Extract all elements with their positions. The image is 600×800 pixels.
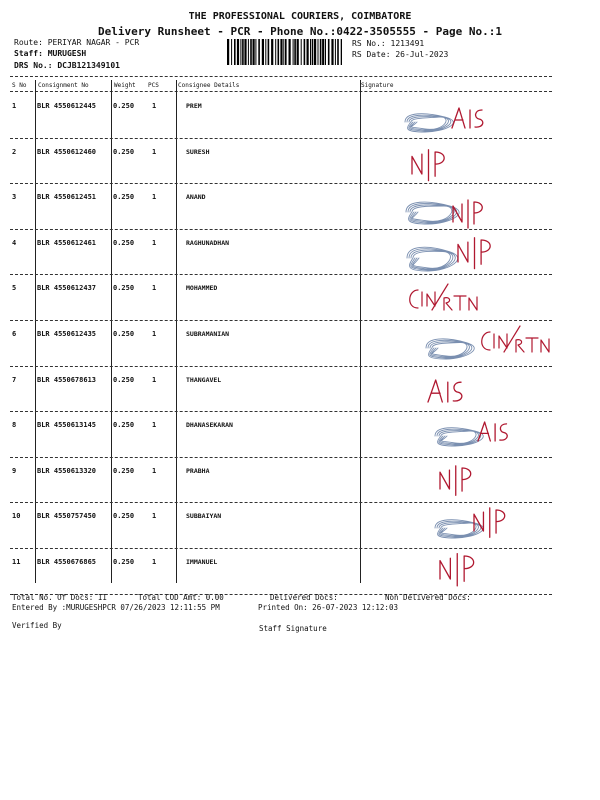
barcode-bar xyxy=(227,39,229,65)
barcode-bar xyxy=(335,39,336,65)
barcode-bar xyxy=(280,39,282,65)
total-cod: Total COD Amt: 0.00 xyxy=(138,593,224,602)
printed-on: Printed On: 26-07-2023 12:12:03 xyxy=(258,603,398,612)
row-weight: 0.250 xyxy=(113,421,135,430)
barcode-bar xyxy=(244,39,246,65)
row-sno: 6 xyxy=(12,330,17,338)
row-weight: 0.250 xyxy=(113,102,135,110)
row-consignment-no: BLR 4550613145 xyxy=(37,421,97,430)
row-weight: 0.250 xyxy=(113,238,135,247)
header-divider-top xyxy=(10,76,552,77)
table-row xyxy=(0,274,600,320)
table-row xyxy=(0,457,600,503)
total-docs: Total No. Of Docs: 11 xyxy=(12,593,107,602)
row-weight: 0.250 xyxy=(113,284,135,293)
barcode-bar xyxy=(331,39,333,65)
company-name: THE PROFESSIONAL COURIERS, COIMBATORE xyxy=(188,11,412,22)
barcode-bar xyxy=(258,39,260,65)
row-pcs: 1 xyxy=(152,421,157,430)
row-weight: 0.250 xyxy=(113,512,135,521)
table-row xyxy=(0,502,600,548)
row-pcs: 1 xyxy=(152,102,157,110)
row-consignee: DHANASEKARAN xyxy=(186,421,233,430)
route-label: Route: PERIYAR NAGAR - PCR xyxy=(14,38,140,47)
row-pcs: 1 xyxy=(152,512,157,521)
table-row xyxy=(0,411,600,457)
barcode-bar xyxy=(293,39,294,65)
row-consignee: IMMANUEL xyxy=(186,558,218,566)
rs-date: RS Date: 26-Jul-2023 xyxy=(352,50,449,59)
row-consignment-no: BLR 4550612460 xyxy=(37,147,97,156)
non-delivered-docs: Non Delivered Docs: xyxy=(385,593,471,602)
row-consignment-no: BLR 4550612451 xyxy=(37,193,97,202)
row-consignee: PRABHA xyxy=(186,466,210,475)
row-pcs: 1 xyxy=(152,330,157,338)
row-weight: 0.250 xyxy=(113,558,135,566)
row-pcs: 1 xyxy=(152,558,157,566)
row-pcs: 1 xyxy=(152,238,157,247)
row-consignment-no: BLR 4550676865 xyxy=(37,558,97,566)
rs-number: RS No.: 1213491 xyxy=(352,39,425,48)
row-pcs: 1 xyxy=(152,147,157,156)
row-sno: 7 xyxy=(12,375,17,384)
row-consignment-no: BLR 4550612445 xyxy=(37,102,97,110)
staff-label: Staff: MURUGESH xyxy=(14,49,87,58)
col-header-consignee: Consignee Details xyxy=(178,82,240,89)
verified-by: Verified By xyxy=(12,621,62,630)
barcode-bar xyxy=(304,39,306,65)
barcode-bar xyxy=(328,39,330,65)
barcode-bar xyxy=(285,39,287,65)
row-sno: 8 xyxy=(12,421,17,430)
row-pcs: 1 xyxy=(152,284,157,293)
row-sno: 5 xyxy=(12,284,17,293)
barcode-bar xyxy=(268,39,270,65)
col-header-sno: S No xyxy=(12,82,27,89)
barcode-bar xyxy=(255,39,256,65)
table-row xyxy=(0,366,600,412)
barcode-bar xyxy=(275,39,276,65)
barcode-image xyxy=(227,39,342,65)
delivered-docs: Delivered Docs: xyxy=(270,593,338,602)
table-row xyxy=(0,548,600,594)
row-sno: 10 xyxy=(12,512,21,521)
barcode-bar xyxy=(337,39,339,65)
col-header-pcs: PCS xyxy=(148,82,159,89)
barcode-bar xyxy=(341,39,342,65)
row-consignee: PREM xyxy=(186,102,202,110)
barcode-bar xyxy=(250,39,252,65)
drs-number: DRS No.: DCJB121349101 xyxy=(14,61,120,70)
row-weight: 0.250 xyxy=(113,147,135,156)
row-consignment-no: BLR 4550612461 xyxy=(37,238,97,247)
staff-signature: Staff Signature xyxy=(259,624,327,633)
row-pcs: 1 xyxy=(152,466,157,475)
row-sno: 4 xyxy=(12,238,17,247)
barcode-bar xyxy=(262,39,264,65)
row-sno: 11 xyxy=(12,558,21,566)
barcode-bar xyxy=(265,39,266,65)
barcode-bar xyxy=(271,39,273,65)
row-consignee: MOHAMMED xyxy=(186,284,218,293)
document-title: Delivery Runsheet - PCR - Phone No.:0422-3505555 - Page No.:1 xyxy=(98,25,502,38)
col-header-consignment: Consignment No xyxy=(38,82,89,89)
barcode-bar xyxy=(297,39,299,65)
barcode-bar xyxy=(278,39,280,65)
barcode-bar xyxy=(283,39,284,65)
barcode-bar xyxy=(242,39,244,65)
barcode-bar xyxy=(248,39,249,65)
barcode-bar xyxy=(237,39,239,65)
row-sno: 3 xyxy=(12,193,17,202)
row-pcs: 1 xyxy=(152,375,157,384)
row-consignee: SURESH xyxy=(186,147,210,156)
table-row xyxy=(0,320,600,366)
barcode-bar xyxy=(312,39,314,65)
barcode-bar xyxy=(318,39,319,65)
row-consignment-no: BLR 4550612435 xyxy=(37,330,97,338)
table-row xyxy=(0,138,600,184)
table-row xyxy=(0,229,600,275)
barcode-bar xyxy=(289,39,291,65)
row-consignee: SUBBAIYAN xyxy=(186,512,222,521)
barcode-bar xyxy=(301,39,302,65)
barcode-bar xyxy=(231,39,232,65)
barcode-bar xyxy=(325,39,326,65)
table-row xyxy=(0,183,600,229)
row-consignment-no: BLR 4550757450 xyxy=(37,512,97,521)
row-consignment-no: BLR 4550678613 xyxy=(37,375,97,384)
row-sno: 1 xyxy=(12,102,17,110)
row-weight: 0.250 xyxy=(113,193,135,202)
row-consignee: RAGHUNADHAN xyxy=(186,238,230,247)
row-consignment-no: BLR 4550613320 xyxy=(37,466,97,475)
row-pcs: 1 xyxy=(152,193,157,202)
barcode-bar xyxy=(314,39,316,65)
barcode-bar xyxy=(320,39,322,65)
barcode-bar xyxy=(294,39,296,65)
barcode-bar xyxy=(234,39,236,65)
barcode-bar xyxy=(240,39,241,65)
barcode-bar xyxy=(310,39,311,65)
col-header-weight: Weight xyxy=(114,82,136,89)
entered-by: Entered By :MURUGESHPCR 07/26/2023 12:11:55 PM xyxy=(12,603,220,612)
row-consignment-no: BLR 4550612437 xyxy=(37,284,97,293)
row-consignee: THANGAVEL xyxy=(186,375,222,384)
col-header-signature: Signature xyxy=(361,82,394,89)
row-sno: 2 xyxy=(12,147,17,156)
barcode-bar xyxy=(253,39,255,65)
row-consignee: ANAND xyxy=(186,193,206,202)
barcode-bar xyxy=(322,39,324,65)
row-sno: 9 xyxy=(12,466,17,475)
barcode-bar xyxy=(307,39,309,65)
table-row xyxy=(0,92,600,138)
row-weight: 0.250 xyxy=(113,466,135,475)
row-weight: 0.250 xyxy=(113,375,135,384)
row-consignee: SUBRAMANIAN xyxy=(186,330,230,338)
row-weight: 0.250 xyxy=(113,330,135,338)
